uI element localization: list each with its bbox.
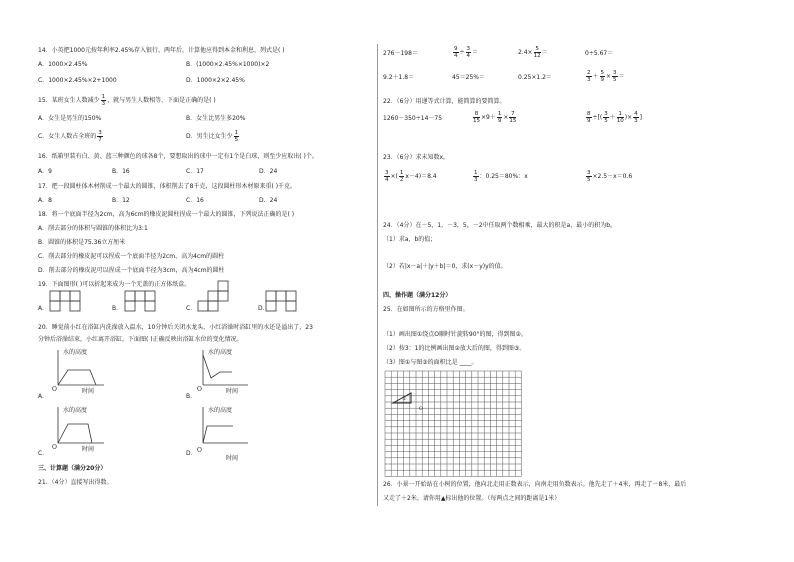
graph-a-origin: O — [52, 386, 57, 393]
q26-line1: 26．小景一开始站在小树的位置，他向北走用正数表示，向南走用负数表示。他先走了＋4米，再走了－8米，最后 — [383, 481, 687, 488]
calc-r1c3: 2.4× $\frac{5}{12}$ ＝ — [518, 46, 548, 59]
figure-1-label: ① — [402, 396, 407, 402]
calc-r2c1: 9.2＋1.8＝ — [383, 74, 415, 81]
q17-option-d: D．24 — [259, 197, 278, 204]
q15-c-fraction: $\frac{3}{7}$ — [98, 130, 102, 143]
q18-option-c: C．削去部分的橡皮泥可以捏成一个底面半径为2cm，高为4cm的圆柱 — [38, 253, 225, 260]
q22-stem: 22．（6分）用递等式计算，能简算的要简算。 — [383, 98, 506, 105]
q16-option-a: A．9 — [38, 168, 52, 175]
q19-option-a: A． — [38, 305, 49, 312]
q22-expr-1: 1260－350÷14－75 — [383, 115, 443, 122]
graph-d-origin: O — [197, 447, 202, 454]
q17-stem: 17．把一段圆柱体木材削成一个最大的圆锥，体积削去了8千克，这段圆柱形木材原来重( )千克。 — [38, 183, 297, 190]
graph-b-xlabel: 时间 — [226, 388, 239, 395]
graph-d-ylabel: 水的高度 — [208, 407, 233, 414]
q14-option-a: A．1000×2.45% — [38, 61, 88, 68]
q15-stem-pre: 15．某班女生人数减少 — [38, 97, 100, 104]
q15-option-a: A．女生是男生的150% — [38, 115, 102, 122]
q15-option-c: C．女生人数占全班的 $\frac{3}{7}$ — [38, 130, 102, 143]
graph-d-xlabel: 时间 — [226, 455, 239, 462]
q20-stem-line1: 20．睡觉前小红在浴缸内洗澡放入温水，10分钟后关闭水龙头，小红浴澡时浴缸里的水还是溢出了，23 — [38, 324, 313, 331]
q20-stem-line2: 分钟后浴澡结束，小红离开浴缸。下面图( )正确反映出浴缸水位的变化情况。 — [38, 336, 243, 343]
calc-r2c4: $\frac{2}{3}$ ＋ $\frac{5}{9}$ × $\frac{3}{5}$ ＝ — [587, 70, 625, 83]
section-4-title: 四、操作题（满分12分） — [383, 292, 452, 299]
graph-a-xlabel: 时间 — [82, 388, 95, 395]
calc-r2c2: 45＝25%＝ — [452, 74, 485, 81]
graph-b-ylabel: 水的高度 — [208, 349, 233, 356]
q23-eq-2: $\frac{1}{3}$ ：0.25＝80%：x — [474, 170, 528, 183]
q18-option-b: B．圆锥的体积是75.36立方厘米 — [38, 239, 126, 246]
q23-eq-3: $\frac{3}{5}$ ×2.5－x＝0.6 — [587, 170, 633, 183]
q20-option-c: C． — [38, 450, 49, 457]
q18-option-a: A．削去部分的体积与圆锥的体积比为3:1 — [38, 225, 148, 232]
q26-line2: 又走了＋2米。请你用▲标出他的位置。（每两点之间的距离是1米） — [383, 495, 561, 502]
calc-r1c2: $\frac{9}{4}$ ÷ $\frac{3}{4}$ ＝ — [454, 46, 479, 59]
q16-stem: 16．纸箱里装有白、黄、蓝三种颜色的球各8个，要想取出的球中一定有1个是白球，则至少应取出( )个。 — [38, 153, 318, 160]
graph-c-origin: O — [52, 444, 57, 451]
q16-option-c: C．17 — [186, 168, 204, 175]
q24-part-1: （1）求a，b的值； — [383, 236, 437, 243]
q25-part-2: （2）按3：1的比例画出图②放大后的图，得到图③。 — [383, 345, 526, 352]
calc-r2c3: 0.25×1.2＝ — [518, 74, 552, 81]
q15-option-b: B．女生比男生多20% — [186, 115, 246, 122]
q20-option-a: A． — [38, 393, 49, 400]
q20-option-b: B． — [186, 393, 197, 400]
q15-stem-fraction: $\frac{1}{3}$ — [101, 94, 106, 107]
q25-part-3: （3）图①与图③的面积比是 ____。 — [383, 359, 478, 366]
q14-stem: 14．小英把1000元按年利率2.45%存入银行，两年后，计算他应得到本金和利息，列式是( ) — [38, 47, 285, 54]
q16-option-b: B．16 — [112, 168, 130, 175]
q18-option-d: D．削去部分的橡皮泥可以捏成一个底面半径为3cm，高为4cm的圆柱 — [38, 267, 225, 274]
graph-a-ylabel: 水的高度 — [63, 349, 88, 356]
graph-c-xlabel: 时间 — [82, 446, 95, 453]
q16-option-d: D．24 — [259, 168, 278, 175]
q19-option-d: D． — [258, 305, 269, 312]
graph-c-ylabel: 水的高度 — [63, 407, 88, 414]
graph-b-origin: O — [197, 386, 202, 393]
calc-r1c4: 0÷5.67＝ — [585, 50, 614, 57]
q23-eq-1: $\frac{3}{4}$ ×( $\frac{1}{2}$ x－4)＝8.4 — [385, 170, 437, 183]
square-grid — [385, 371, 521, 476]
q14-option-c: C．1000×2.45%×2+1000 — [38, 77, 117, 84]
q18-stem: 18．将一个底面半径为2cm，高为6cm的橡皮泥圆柱捏成一个最大的圆锥，下列说法正确的是( ) — [38, 211, 295, 218]
q15-option-d: D．男生比女生少 $\frac{1}{5}$ — [186, 130, 239, 143]
section-3-title: 三、计算题（满分20分） — [38, 465, 107, 472]
q14-option-b: B．(1000×2.45%×1000)×2 — [186, 61, 270, 68]
q20-option-d: D． — [186, 450, 197, 457]
q24-stem: 24．（4分）在－5，1，－3，5，－2中任取两个数相乘，最大的积是a，最小的积为b。 — [383, 222, 617, 229]
q22-expr-3: $\frac{8}{9}$ ÷[( $\frac{3}{5}$ ＋ $\frac{1}{10}$ )× $\frac{4}{3}$ ] — [587, 111, 642, 124]
q21-stem: 21．（4分）直接写出得数。 — [38, 479, 113, 486]
q19-stem: 19．下面图形( )可以折起来成为一个无盖的正方体纸盒。 — [38, 281, 191, 288]
q19-option-c: C． — [186, 305, 197, 312]
q25-stem: 25．在如图所示的方格里作图。 — [383, 306, 469, 313]
q14-option-d: D．1000×2×2.45% — [186, 77, 245, 84]
q17-option-a: A．8 — [38, 197, 52, 204]
q23-stem: 23．（6分）求未知数x。 — [383, 154, 450, 161]
q15-d-fraction: $\frac{1}{5}$ — [234, 130, 239, 143]
q24-part-2: （2）若|x－a|＋|y＋b|＝0，求(x－y)y的值。 — [383, 263, 507, 270]
q22-expr-2: $\frac{8}{15}$ ×9＋ $\frac{1}{9}$ × $\frac{7}{15}$ — [473, 111, 517, 124]
q25-part-1: （1）画出图①绕点O顺时针旋转90°的图，得到图②。 — [383, 331, 527, 338]
q15-stem-post: ，就与男生人数相等，下面是正确的是( ) — [107, 97, 216, 104]
q17-option-c: C．16 — [186, 197, 204, 204]
point-o-label: O — [419, 406, 424, 412]
q19-option-b: B． — [112, 305, 123, 312]
calc-r1c1: 276－198＝ — [383, 50, 418, 57]
q17-option-b: B．12 — [112, 197, 130, 204]
